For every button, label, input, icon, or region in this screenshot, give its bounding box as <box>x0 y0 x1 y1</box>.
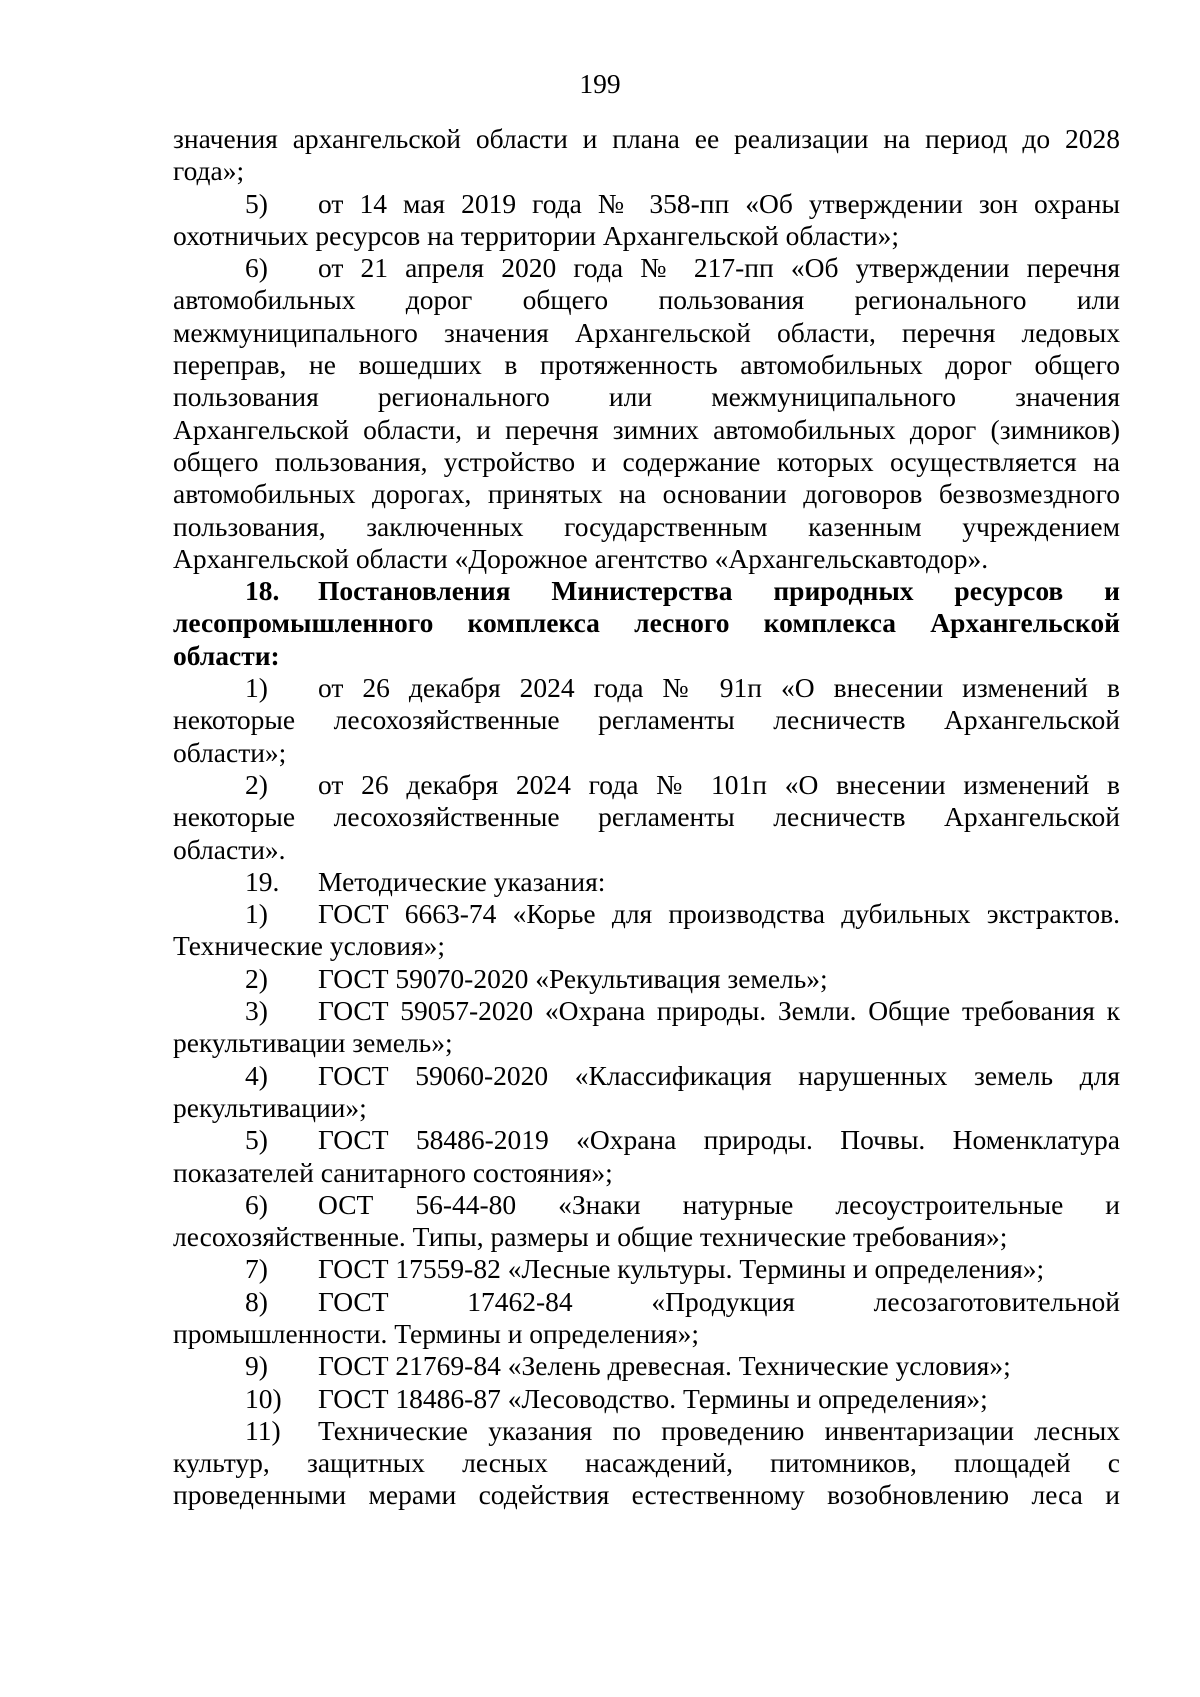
page-number: 199 <box>579 68 621 99</box>
item-number: 3) <box>245 995 268 1027</box>
text-line: ГОСТ 59060-2020 «Классификация нарушенных земель для <box>318 1059 1120 1091</box>
item-number: 1) <box>245 672 268 704</box>
text-line: области: <box>173 639 280 671</box>
text-line: ОСТ 56-44-80 «Знаки натурные лесоустроительные и <box>318 1188 1120 1220</box>
text-line: переправ, не вошедших в протяженность автомобильных дорог общего <box>173 349 1120 381</box>
text-line: культур, защитных лесных насаждений, питомников, площадей с <box>173 1447 1120 1479</box>
section-number: 19. <box>245 865 280 897</box>
item-number: 2) <box>245 768 268 800</box>
text-line: ГОСТ 59070-2020 «Рекультивация земель»; <box>318 962 828 994</box>
text-line: некоторые лесохозяйственные регламенты лесничеств Архангельской <box>173 704 1120 736</box>
item-number: 6) <box>245 252 268 284</box>
text-line: Технические условия»; <box>173 930 446 962</box>
text-line: Методические указания: <box>318 865 606 897</box>
text-line: Архангельской области, и перечня зимних автомобильных дорог (зимников) <box>173 413 1120 445</box>
list-item <box>173 1286 1120 1318</box>
item-number: 5) <box>245 187 268 219</box>
text-line: лесохозяйственные. Типы, размеры и общие технические требования»; <box>173 1221 1008 1253</box>
text-line: от 26 декабря 2024 года № 101п «О внесении изменений в <box>318 768 1120 800</box>
item-number: 11) <box>245 1414 281 1446</box>
item-number: 10) <box>245 1382 282 1414</box>
list-item <box>173 188 1120 220</box>
item-number: 4) <box>245 1059 268 1091</box>
item-number: 2) <box>245 962 268 994</box>
list-item <box>173 769 1120 801</box>
text-line: охотничьих ресурсов на территории Архангельской области»; <box>173 219 899 251</box>
list-item <box>173 963 1120 995</box>
text-line: пользования, заключенных государственным казенным учреждением <box>173 510 1120 542</box>
text-line: Архангельской области «Дорожное агентство «Архангельскавтодор». <box>173 542 989 574</box>
text-line: ГОСТ 18486-87 «Лесоводство. Термины и определения»; <box>318 1382 988 1414</box>
text-line: ГОСТ 59057-2020 «Охрана природы. Земли. Общие требования к <box>318 995 1120 1027</box>
text-line: показателей санитарного состояния»; <box>173 1156 613 1188</box>
list-item <box>173 995 1120 1027</box>
text-line: Постановления Министерства природных ресурсов и <box>318 575 1120 607</box>
list-item <box>173 898 1120 930</box>
text-line: автомобильных дорогах, принятых на основании договоров безвозмездного <box>173 478 1120 510</box>
text-line: Технические указания по проведению инвентаризации лесных <box>318 1414 1120 1446</box>
document-body <box>173 123 1120 1512</box>
item-number: 5) <box>245 1124 268 1156</box>
text-line: года»; <box>173 155 245 187</box>
text-line: ГОСТ 58486-2019 «Охрана природы. Почвы. Номенклатура <box>318 1124 1120 1156</box>
list-item <box>173 672 1120 704</box>
text-line: ГОСТ 17559-82 «Лесные культуры. Термины и определения»; <box>318 1253 1045 1285</box>
text-line: пользования регионального или межмуниципального значения <box>173 381 1120 413</box>
list-item <box>173 1415 1120 1447</box>
item-number: 1) <box>245 898 268 930</box>
text-line: значения архангельской области и плана ее реализации на период до 2028 <box>173 123 1120 154</box>
text-line: области». <box>173 833 286 865</box>
text-line: ГОСТ 6663-74 «Корье для производства дубильных экстрактов. <box>318 898 1120 930</box>
item-number: 9) <box>245 1350 268 1382</box>
text-line: промышленности. Термины и определения»; <box>173 1317 699 1349</box>
text-line: некоторые лесохозяйственные регламенты лесничеств Архангельской <box>173 801 1120 833</box>
item-number: 8) <box>245 1285 268 1317</box>
item-number: 7) <box>245 1253 268 1285</box>
text-line: рекультивации земель»; <box>173 1027 453 1059</box>
list-item <box>173 1189 1120 1221</box>
text-line: рекультивации»; <box>173 1091 367 1123</box>
list-item <box>173 1253 1120 1285</box>
section-heading <box>173 575 1120 607</box>
list-item <box>173 252 1120 284</box>
text-line: межмуниципального значения Архангельской области, перечня ледовых <box>173 316 1120 348</box>
text-line: проведенными мерами содействия естественному возобновлению леса и <box>173 1479 1120 1511</box>
text-line: от 14 мая 2019 года № 358-пп «Об утверждении зон охраны <box>318 187 1120 219</box>
list-item <box>173 1060 1120 1092</box>
text-line: автомобильных дорог общего пользования регионального или <box>173 284 1120 316</box>
list-item <box>173 1124 1120 1156</box>
text-line: от 26 декабря 2024 года № 91п «О внесении изменений в <box>318 672 1120 704</box>
list-item <box>173 1383 1120 1415</box>
text-line: ГОСТ 17462-84 «Продукция лесозаготовительной <box>318 1285 1120 1317</box>
text-line: области»; <box>173 736 287 768</box>
item-number: 6) <box>245 1188 268 1220</box>
text-line: ГОСТ 21769-84 «Зелень древесная. Технические условия»; <box>318 1350 1011 1382</box>
section-heading <box>173 866 1120 898</box>
section-number: 18. <box>245 575 280 607</box>
list-item <box>173 1350 1120 1382</box>
text-line: общего пользования, устройство и содержание которых осуществляется на <box>173 445 1120 477</box>
text-line: лесопромышленного комплекса лесного комплекса Архангельской <box>173 607 1120 639</box>
text-line: от 21 апреля 2020 года № 217-пп «Об утверждении перечня <box>318 252 1120 284</box>
